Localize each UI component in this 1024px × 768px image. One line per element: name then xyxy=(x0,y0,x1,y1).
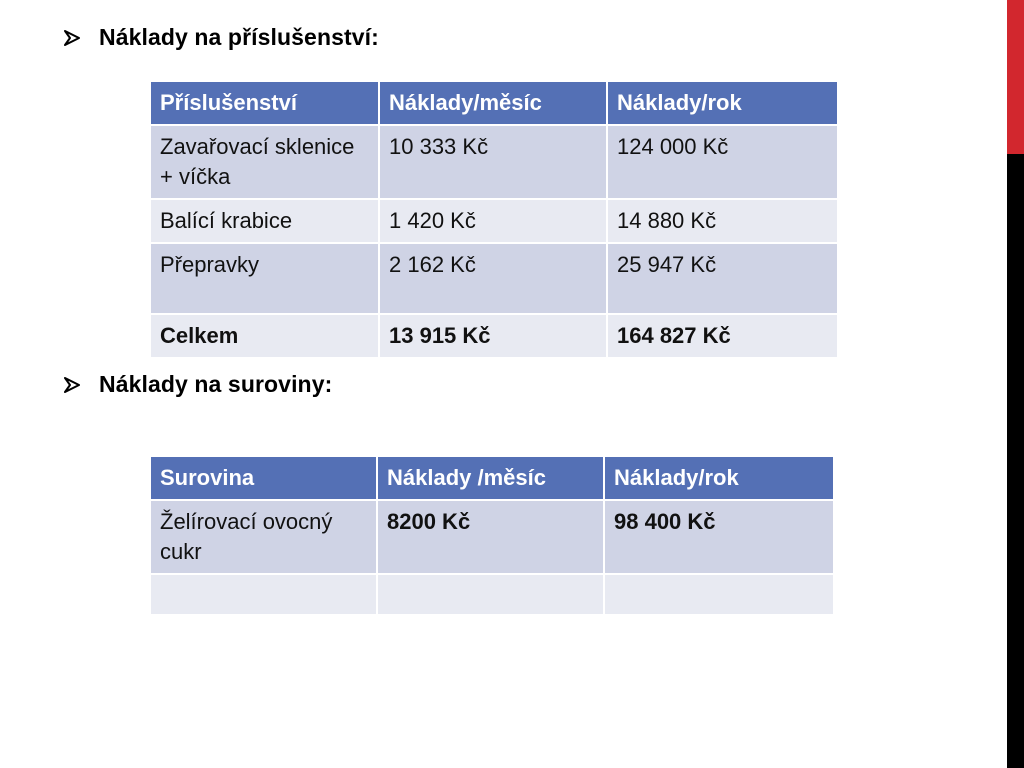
header-cell: Náklady/měsíc xyxy=(379,81,607,125)
table-cell: Přepravky xyxy=(150,243,379,314)
table-cell xyxy=(377,574,604,615)
table-row xyxy=(150,199,838,243)
table-row xyxy=(150,500,834,574)
table-cell: 14 880 Kč xyxy=(607,199,838,243)
accessories-table xyxy=(149,80,839,359)
table-cell: Zavařovací sklenice + víčka xyxy=(150,125,379,199)
header-cell: Příslušenství xyxy=(150,81,379,125)
table-row xyxy=(150,243,838,314)
arrow-bullet-icon xyxy=(62,28,82,48)
table-row xyxy=(150,125,838,199)
table-cell: Celkem xyxy=(150,314,379,358)
heading-raw-materials: Náklady na suroviny: xyxy=(99,371,333,397)
table-cell: 124 000 Kč xyxy=(607,125,838,199)
table-cell: 25 947 Kč xyxy=(607,243,838,314)
header-cell: Náklady /měsíc xyxy=(377,456,604,500)
table-cell: Balící krabice xyxy=(150,199,379,243)
table-cell: 98 400 Kč xyxy=(604,500,834,574)
table-cell: 10 333 Kč xyxy=(379,125,607,199)
bullet-heading-accessories xyxy=(62,24,379,51)
table-cell: 1 420 Kč xyxy=(379,199,607,243)
header-cell: Surovina xyxy=(150,456,377,500)
table-cell: 13 915 Kč xyxy=(379,314,607,358)
arrow-bullet-icon xyxy=(62,375,82,395)
table-cell xyxy=(604,574,834,615)
table-total-row xyxy=(150,314,838,358)
heading-accessories: Náklady na příslušenství: xyxy=(99,24,379,50)
header-cell: Náklady/rok xyxy=(604,456,834,500)
table-cell: 8200 Kč xyxy=(377,500,604,574)
bullet-heading-raw-materials xyxy=(62,371,332,398)
table-cell: 164 827 Kč xyxy=(607,314,838,358)
table-row xyxy=(150,574,834,615)
table-cell xyxy=(150,574,377,615)
raw-materials-table xyxy=(149,455,835,616)
side-bar-red-accent xyxy=(1007,0,1024,154)
table-header-row xyxy=(150,81,838,125)
table-header-row xyxy=(150,456,834,500)
table-cell: 2 162 Kč xyxy=(379,243,607,314)
header-cell: Náklady/rok xyxy=(607,81,838,125)
table-cell: Želírovací ovocný cukr xyxy=(150,500,377,574)
